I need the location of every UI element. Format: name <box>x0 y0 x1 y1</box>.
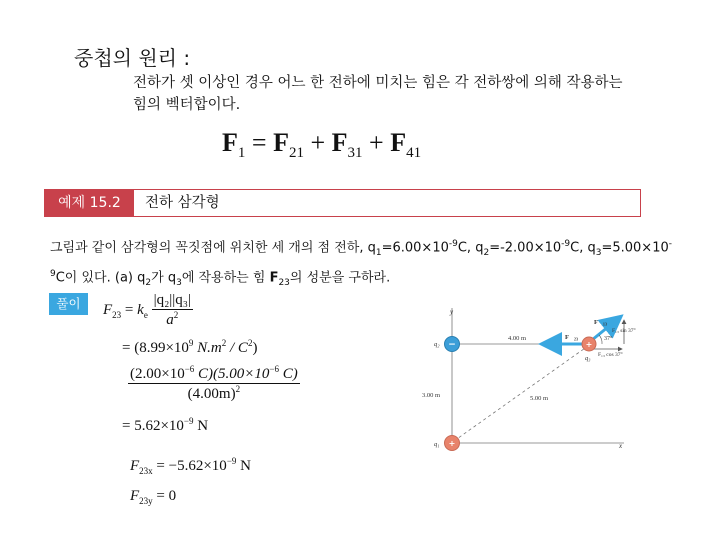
distance-q1-q3: 5.00 m <box>530 395 549 402</box>
angle-arc <box>599 335 602 344</box>
distance-q2-q3: 4.00 m <box>508 335 527 342</box>
angle-label: 37° <box>604 336 613 342</box>
force-magnitude-result: = $5.62\times 10^{-9}$ N <box>122 416 209 434</box>
q1-label: q₁ <box>434 441 440 448</box>
example-number-badge: 예제 15.2 <box>45 190 134 216</box>
q1-q3-diagonal <box>454 346 588 441</box>
section-heading: 중첩의 원리 : <box>74 46 191 70</box>
force-x-component: $F_{23x} = -5.62\times 10^{-9}$ N <box>130 456 251 476</box>
q2-label: q₂ <box>434 341 440 348</box>
constant-substitution: = ($8.99\times 10^9$ $N.m^2 / C^2$) <box>122 338 258 356</box>
q3-label: q₃ <box>585 355 591 362</box>
charge-triangle-figure <box>412 302 638 472</box>
distance-q1-q2: 3.00 m <box>422 392 441 399</box>
example-title: 전하 삼각형 <box>145 195 220 211</box>
y-axis-label: y <box>450 308 454 316</box>
superposition-formula: $F_1 = F_{21} + F_{31} + F_{41}$ <box>222 128 422 161</box>
solution-badge: 풀이 <box>49 293 88 315</box>
minus-sign: − <box>448 340 456 350</box>
f13-cos-label: F₁₃ cos 37° <box>598 352 623 358</box>
example-header <box>44 189 641 217</box>
definition-text: 전하가 셋 이상인 경우 어느 한 전하에 미치는 힘은 각 전하쌍에 의해 작용하는 힘의 벡터합이다. <box>133 75 623 113</box>
f23-label: F⃗₂₃ <box>565 334 578 341</box>
x-axis-label: x <box>619 442 623 450</box>
plus-sign-q3: + <box>585 340 593 349</box>
force-y-component: $F_{23y} = 0$ <box>130 488 177 506</box>
problem-statement: 그림과 같이 삼각형의 꼭짓점에 위치한 세 개의 점 전하, $q_1=6.00\times 10^{-9}C$, $q_2=-2.00\times 10^{-9}C$, $q_3=5.00\times 10^{-9}C$이 있다. (a) $q_2$가 $q_3$에 작용하는 힘 $F_{23}$의 성분을 구하라. <box>50 239 672 288</box>
plus-sign-q1: + <box>448 439 456 448</box>
f13-label: F⃗₁₃ <box>594 319 607 326</box>
charge-substitution-fraction: $\frac{(2.00\times 10^{-6} C)(5.00\times 10^{-6} C)}{(4.00m)^2}$ <box>130 364 298 402</box>
f13-sin-label: F₁₃ sin 37° <box>612 328 636 334</box>
coulomb-law-equation: $F_{23} = k_e$ $\frac{\text{|q₂||q₃|}}{a^2}$ <box>103 292 192 328</box>
